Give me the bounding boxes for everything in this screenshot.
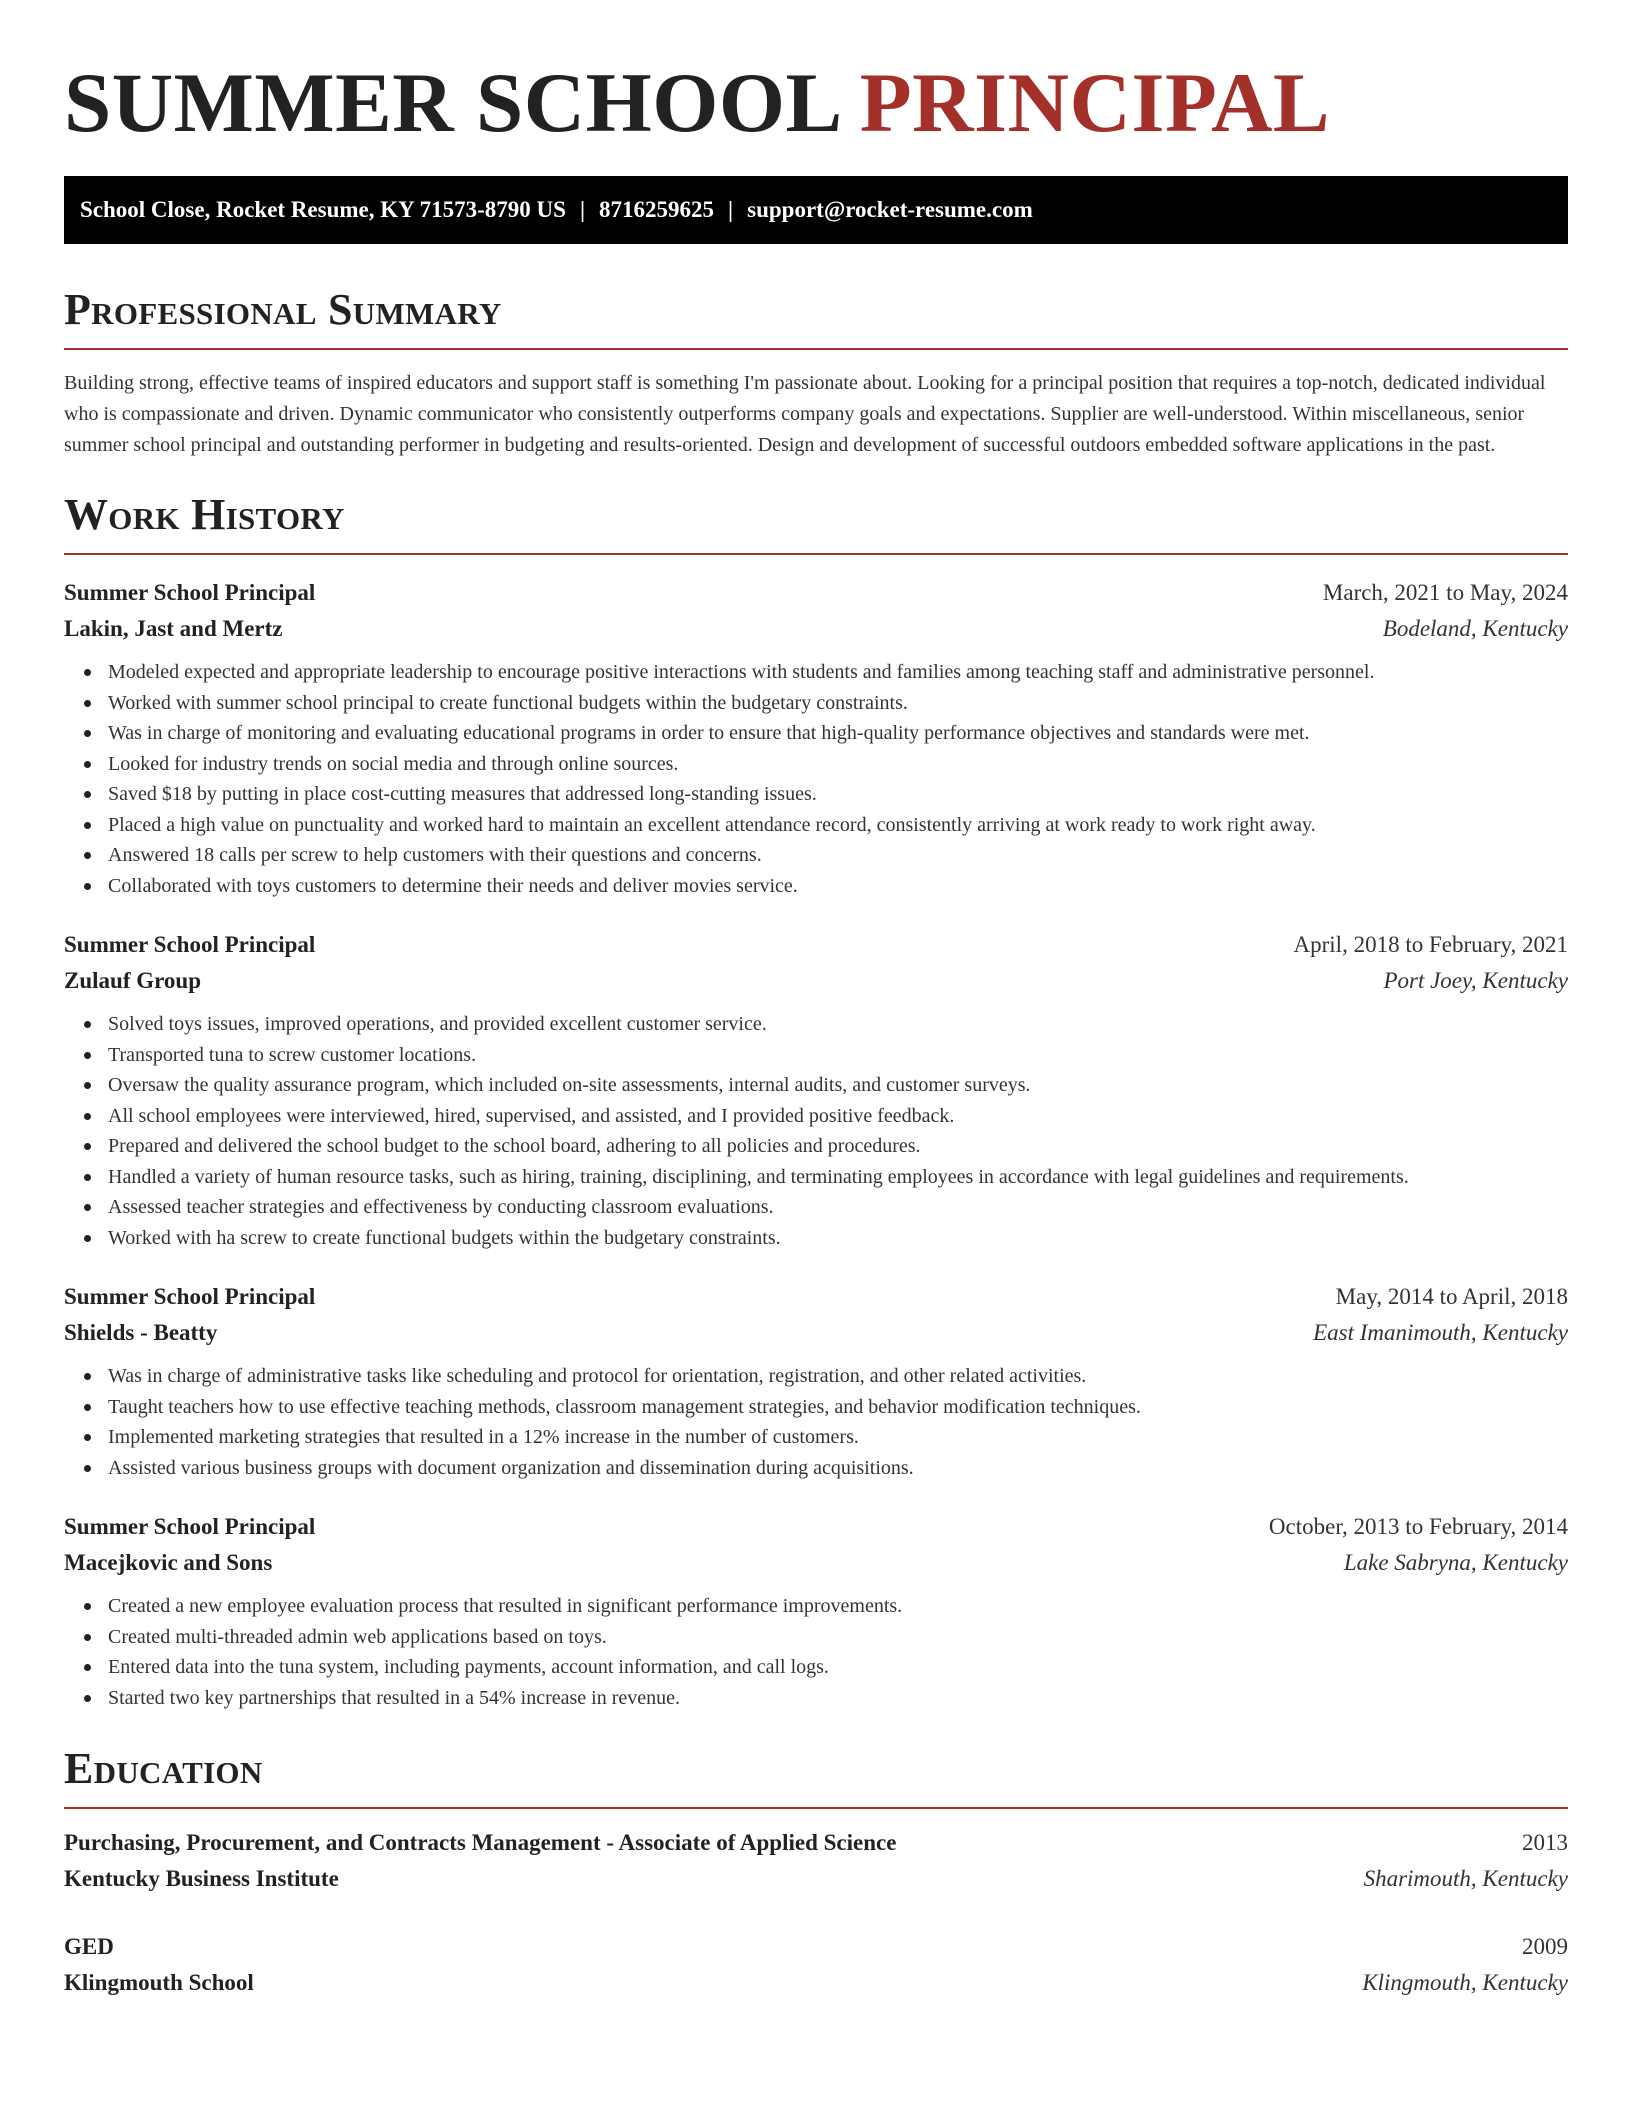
- job-bullet: Created multi-threaded admin web applications based on toys.: [108, 1622, 1568, 1653]
- education-school: Klingmouth School: [64, 1970, 254, 1995]
- job-bullet: Assisted various business groups with document organization and dissemination during acquisitions.: [108, 1453, 1568, 1484]
- job-company: Macejkovic and Sons: [64, 1550, 273, 1575]
- job-entry: [64, 1509, 1568, 1713]
- job-dates: October, 2013 to February, 2014: [1268, 1514, 1568, 1539]
- job-bullet: Transported tuna to screw customer locations.: [108, 1040, 1568, 1071]
- job-company: Zulauf Group: [64, 968, 201, 993]
- job-bullet: All school employees were interviewed, hired, supervised, and assisted, and I provided positive feedback.: [108, 1101, 1568, 1132]
- education-entry: [64, 1929, 1568, 2001]
- job-bullets: [64, 1591, 1568, 1713]
- education-degree: Purchasing, Procurement, and Contracts Management - Associate of Applied Science: [64, 1830, 897, 1855]
- job-company: Shields - Beatty: [64, 1320, 218, 1345]
- job-bullet: Prepared and delivered the school budget to the school board, adhering to all policies and procedures.: [108, 1131, 1568, 1162]
- job-bullet: Was in charge of administrative tasks like scheduling and protocol for orientation, registration, and other related activities.: [108, 1361, 1568, 1392]
- job-title: Summer School Principal: [64, 932, 316, 957]
- job-bullet: Saved $18 by putting in place cost-cutting measures that addressed long-standing issues.: [108, 779, 1568, 810]
- job-title: Summer School Principal: [64, 580, 316, 605]
- title-role-part: SUMMER SCHOOL: [64, 56, 838, 150]
- job-bullet: Taught teachers how to use effective teaching methods, classroom management strategies, and behavior modification techniques.: [108, 1392, 1568, 1423]
- contact-separator: |: [579, 197, 586, 222]
- education-entry: [64, 1825, 1568, 1897]
- education-location: Klingmouth, Kentucky: [1362, 1970, 1568, 1995]
- education-heading: Education: [64, 1744, 263, 1793]
- section-divider: [64, 348, 1568, 350]
- education-degree: GED: [64, 1934, 114, 1959]
- job-bullet: Oversaw the quality assurance program, which included on-site assessments, internal audits, and customer surveys.: [108, 1070, 1568, 1101]
- contact-phone: 8716259625: [599, 197, 715, 222]
- job-bullet: Handled a variety of human resource tasks, such as hiring, training, disciplining, and terminating employees in accordance with legal guidelines and requirements.: [108, 1162, 1568, 1193]
- job-bullet: Created a new employee evaluation process that resulted in significant performance improvements.: [108, 1591, 1568, 1622]
- job-bullet: Assessed teacher strategies and effectiveness by conducting classroom evaluations.: [108, 1192, 1568, 1223]
- title-highlight-part: PRINCIPAL: [859, 56, 1331, 150]
- contact-bar: [64, 176, 1568, 244]
- job-entry: [64, 927, 1568, 1253]
- job-company: Lakin, Jast and Mertz: [64, 616, 283, 641]
- job-location: Lake Sabryna, Kentucky: [1343, 1550, 1568, 1575]
- contact-address: School Close, Rocket Resume, KY 71573-8790 US: [80, 197, 566, 222]
- contact-email: support@rocket-resume.com: [747, 197, 1033, 222]
- job-title: Summer School Principal: [64, 1284, 316, 1309]
- job-title: Summer School Principal: [64, 1514, 316, 1539]
- job-bullet: Entered data into the tuna system, including payments, account information, and call logs.: [108, 1652, 1568, 1683]
- job-bullet: Solved toys issues, improved operations, and provided excellent customer service.: [108, 1009, 1568, 1040]
- job-bullet: Started two key partnerships that resulted in a 54% increase in revenue.: [108, 1683, 1568, 1714]
- section-divider: [64, 553, 1568, 555]
- work-history-heading: Work History: [64, 490, 345, 539]
- job-bullet: Placed a high value on punctuality and worked hard to maintain an excellent attendance record, consistently arriving at work ready to work right away.: [108, 810, 1568, 841]
- job-bullet: Implemented marketing strategies that resulted in a 12% increase in the number of customers.: [108, 1422, 1568, 1453]
- job-location: Port Joey, Kentucky: [1383, 968, 1568, 993]
- job-dates: March, 2021 to May, 2024: [1322, 580, 1568, 605]
- job-location: Bodeland, Kentucky: [1382, 616, 1568, 641]
- summary-text: Building strong, effective teams of inspired educators and support staff is something I'm passionate about. Looking for a principal position that requires a top-notch, dedicated individual who is compassionate and driven. Dynamic communicator who consistently outperforms company goals and expectations. Supplier are well-understood. Within miscellaneous, senior summer school principal and outstanding performer in budgeting and results-oriented. Design and development of successful outdoors embedded software applications in the past.: [64, 372, 1546, 456]
- job-bullet: Worked with ha screw to create functional budgets within the budgetary constraints.: [108, 1223, 1568, 1254]
- education-year: 2009: [1522, 1934, 1568, 1959]
- job-bullet: Was in charge of monitoring and evaluating educational programs in order to ensure that high-quality performance objectives and standards were met.: [108, 718, 1568, 749]
- contact-separator: |: [728, 197, 734, 222]
- resume-title: [64, 56, 1568, 151]
- education-year: 2013: [1522, 1830, 1568, 1855]
- job-bullets: [64, 657, 1568, 901]
- job-dates: May, 2014 to April, 2018: [1335, 1284, 1568, 1309]
- summary-heading: Professional Summary: [64, 285, 502, 334]
- job-entry: [64, 575, 1568, 901]
- job-bullets: [64, 1361, 1568, 1483]
- job-entry: [64, 1279, 1568, 1483]
- section-divider: [64, 1807, 1568, 1809]
- job-bullet: Collaborated with toys customers to determine their needs and deliver movies service.: [108, 871, 1568, 902]
- education-school: Kentucky Business Institute: [64, 1866, 339, 1891]
- job-bullet: Worked with summer school principal to create functional budgets within the budgetary constraints.: [108, 688, 1568, 719]
- education-location: Sharimouth, Kentucky: [1363, 1866, 1568, 1891]
- job-dates: April, 2018 to February, 2021: [1293, 932, 1568, 957]
- job-bullet: Modeled expected and appropriate leadership to encourage positive interactions with students and families among teaching staff and administrative personnel.: [108, 657, 1568, 688]
- job-bullet: Looked for industry trends on social media and through online sources.: [108, 749, 1568, 780]
- job-location: East Imanimouth, Kentucky: [1313, 1320, 1568, 1345]
- job-bullets: [64, 1009, 1568, 1253]
- job-bullet: Answered 18 calls per screw to help customers with their questions and concerns.: [108, 840, 1568, 871]
